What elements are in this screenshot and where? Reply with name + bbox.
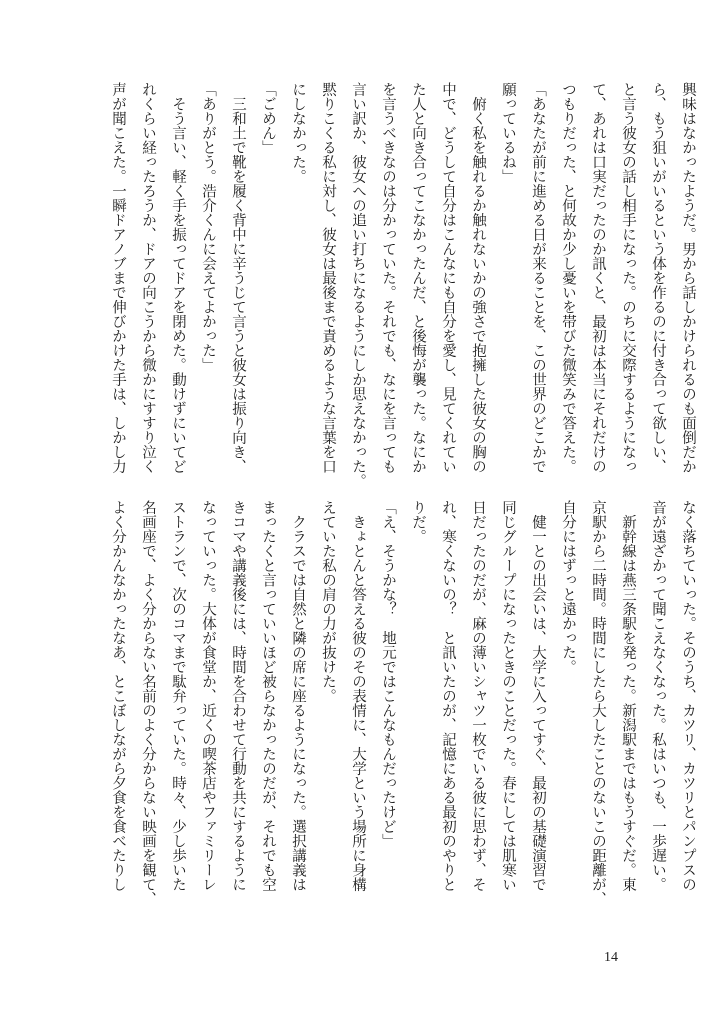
- text-line: た人と向き合ってこなかったんだ、と後悔が襲った。なにか: [410, 82, 426, 474]
- text-line: 興味はなかったようだ。男から話しかけられるのも面倒だか: [680, 82, 696, 474]
- text-line: れくらい経ったろうか、ドアの向こうから微かにすすり泣く: [140, 82, 156, 474]
- text-line: 「あなたが前に進める日が来ることを、この世界のどこかで: [530, 82, 546, 474]
- text-line: 名画座で、よく分からない名前のよく分からない映画を観て、: [140, 500, 156, 906]
- text-block-top: [103, 82, 703, 502]
- text-line: にしなかった。: [290, 82, 306, 184]
- text-line: 「ごめん」: [260, 82, 276, 155]
- text-line: 言い訳か、彼女への追い打ちになるようにしか思えなかった。: [350, 82, 366, 488]
- text-line: を言うべきなのは分かっていた。それでも、なにを言っても: [380, 82, 396, 474]
- text-line: なく落ちていった。そのうち、カツリ、カツリとパンプスの: [680, 500, 696, 892]
- text-line: 中で、どうして自分はこんなにも自分を愛し、見てくれてい: [440, 82, 456, 474]
- text-line: 「ありがとう。浩介くんに会えてよかった」: [200, 82, 216, 372]
- text-line: つもりだった、と何故か少し憂いを帯びた微笑みで答えた。: [560, 82, 576, 474]
- text-line: 健一との出会いは、大学に入ってすぐ、最初の基礎演習で: [530, 500, 546, 892]
- text-line: 京駅から二時間。時間にしたら大したことのないこの距離が、: [590, 500, 606, 906]
- text-line: そう言い、軽く手を振ってドアを閉めた。動けずにいてど: [170, 82, 186, 474]
- text-line: 俯く私を触れるか触れないかの強さで抱擁した彼女の胸の: [470, 82, 486, 474]
- text-line: まったくと言っていいほど被らなかったのだが、それでも空: [260, 500, 276, 892]
- text-line: りだ。: [410, 500, 426, 544]
- text-line: ら、もう狙いがいるという体を作るのに付き合って欲しい、: [650, 82, 666, 474]
- text-line: 日だったのだが、麻の薄いシャツ一枚でいる彼に思わず、そ: [470, 500, 486, 892]
- text-line: なっていった。大体が食堂か、近くの喫茶店やファミリーレ: [200, 500, 216, 892]
- text-block-bottom: [103, 500, 703, 920]
- text-line: て、あれは口実だったのか訊くと、最初は本当にそれだけの: [590, 82, 606, 474]
- text-line: 願っているね」: [500, 82, 516, 184]
- text-line: きょとんと答える彼のその表情に、大学という場所に身構: [350, 500, 366, 892]
- text-line: 新幹線は燕三条駅を発った。新潟駅まではもうすぐだ。東: [620, 500, 636, 892]
- text-line: えていた私の肩の力が抜けた。: [320, 500, 336, 703]
- text-line: ストランで、次のコマまで駄弁っていた。時々、少し歩いた: [170, 500, 186, 892]
- text-line: クラスでは自然と隣の席に座るようになった。選択講義は: [290, 500, 306, 892]
- page-number: 14: [604, 950, 618, 965]
- text-line: れ、寒くないの？ と訊いたのが、記憶にある最初のやりと: [440, 500, 456, 892]
- text-line: 「え、そうかな？ 地元ではこんなもんだったけど」: [380, 500, 396, 848]
- text-line: 自分にはずっと遠かった。: [560, 500, 576, 674]
- text-line: きコマや講義後には、時間を合わせて行動を共にするように: [230, 500, 246, 892]
- text-line: 同じグループになったときのことだった。春にしては肌寒い: [500, 500, 516, 892]
- text-line: 音が遠ざかって聞こえなくなった。私はいつも、一歩遅い。: [650, 500, 666, 892]
- text-line: よく分かんなかったなあ、とこぼしながら夕食を食べたりし: [110, 500, 126, 892]
- text-line: 声が聞こえた。一瞬ドアノブまで伸びかけた手は、しかし力: [110, 82, 126, 474]
- text-line: 黙りこくる私に対し、彼女は最後まで責めるような言葉を口: [320, 82, 336, 474]
- text-line: 三和土で靴を履く背中に辛うじて言うと彼女は振り向き、: [230, 82, 246, 474]
- text-line: と言う彼女の話し相手になった。のちに交際するようになっ: [620, 82, 636, 474]
